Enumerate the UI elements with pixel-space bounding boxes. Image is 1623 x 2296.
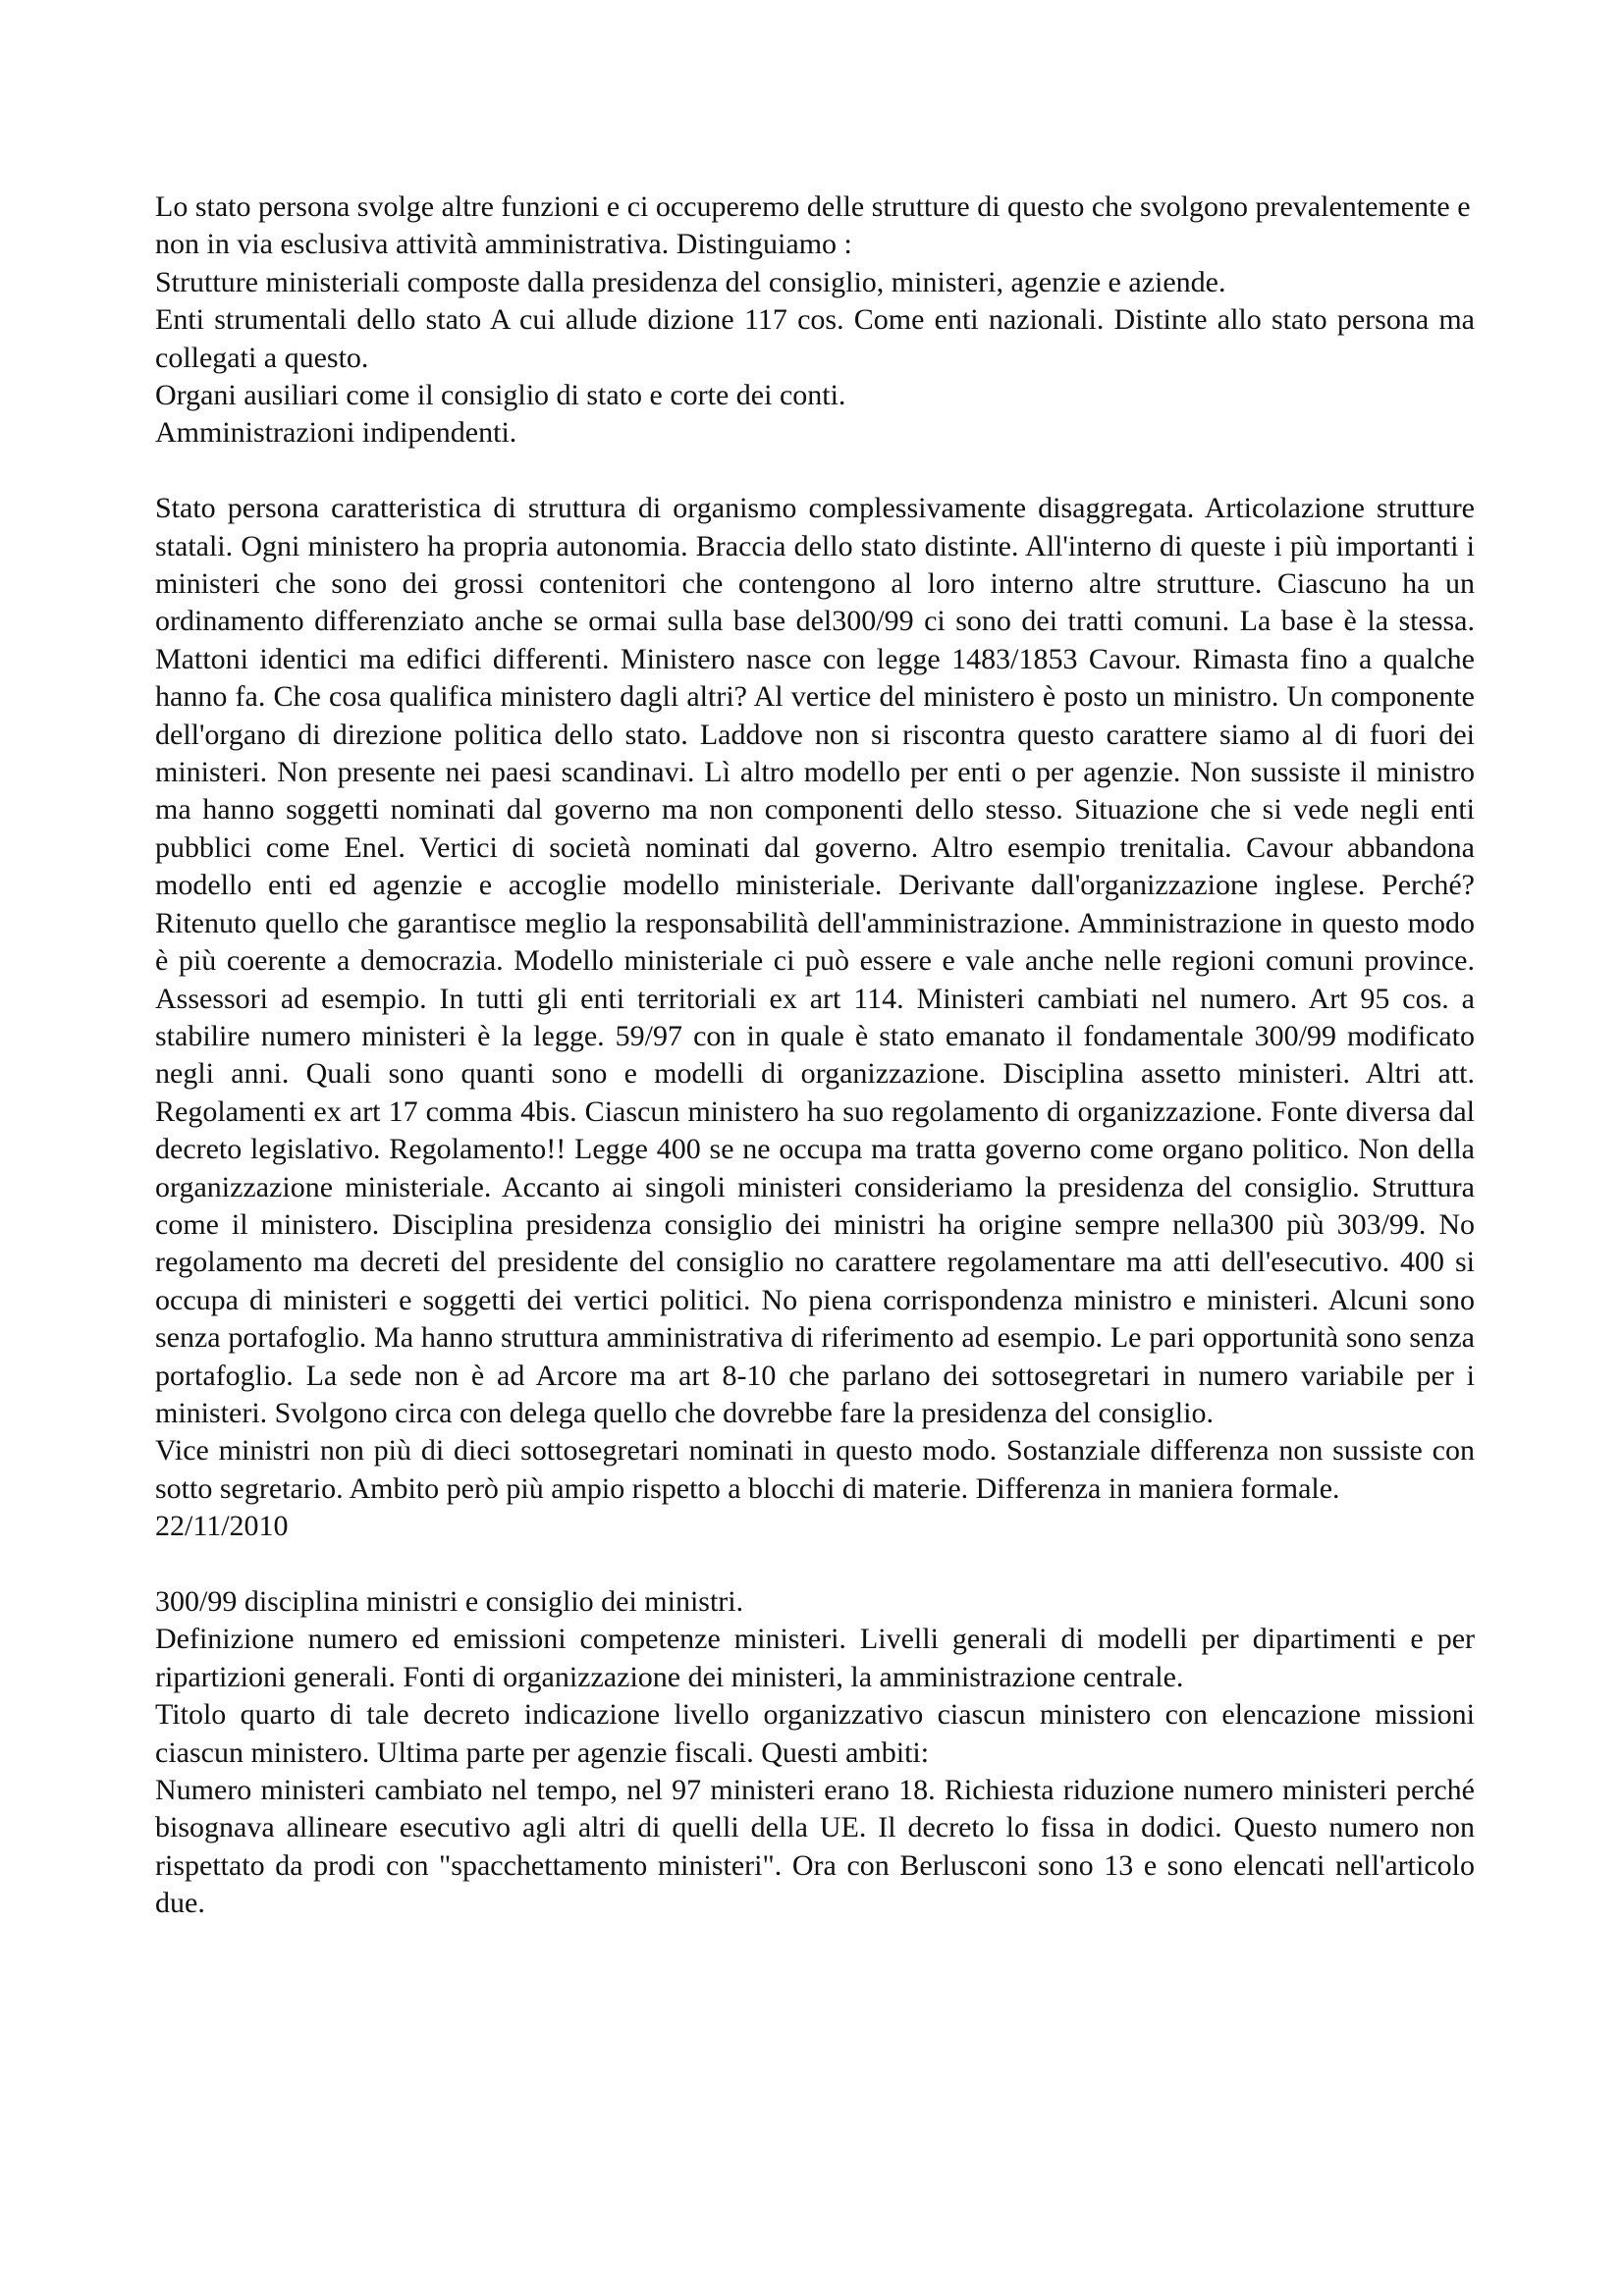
paragraph-amministrazioni-indipendenti: Amministrazioni indipendenti. <box>155 416 517 450</box>
paragraph-disciplina-ministri: 300/99 disciplina ministri e consiglio dei ministri. <box>155 1585 744 1618</box>
paragraph-organi-ausiliari: Organi ausiliari come il consiglio di stato e corte dei conti. <box>155 379 846 412</box>
paragraph-date: 22/11/2010 <box>155 1510 289 1543</box>
paragraph-enti-strumentali: Enti strumentali dello stato A cui allude dizione 117 cos. Come enti nazionali. Distinte allo stato persona ma collegati a questo. <box>155 303 1475 374</box>
paragraph-intro: Lo stato persona svolge altre funzioni e ci occuperemo delle strutture di questo che svolgono prevalentemente e non in via esclusiva attività amministrativa. Distinguiamo : <box>155 190 1471 261</box>
paragraph-definizione-numero: Definizione numero ed emissioni competenze ministeri. Livelli generali di modelli per dipartimenti e per ripartizioni generali. Fonti di organizzazione dei ministeri, la amministrazione centrale. <box>155 1623 1475 1693</box>
paragraph-spacer <box>155 453 1475 490</box>
document-page <box>155 188 1475 1923</box>
paragraph-numero-ministeri: Numero ministeri cambiato nel tempo, nel 97 ministeri erano 18. Richiesta riduzione numero ministeri perché bisognava allineare esecutivo agli altri di quelli della UE. Il decreto lo fissa in dodici. Questo numero non rispettato da prodi con "spacchettamento ministeri". Ora con Berlusconi sono 13 e sono elencati nell'articolo due. <box>155 1774 1475 1920</box>
paragraph-vice-ministri: Vice ministri non più di dieci sottosegretari nominati in questo modo. Sostanziale differenza non sussiste con sotto segretario. Ambito però più ampio rispetto a blocchi di materie. Differenza in maniera formale. <box>155 1434 1475 1505</box>
paragraph-strutture-ministeriali: Strutture ministeriali composte dalla presidenza del consiglio, ministeri, agenzie e aziende. <box>155 265 1226 298</box>
paragraph-titolo-quarto: Titolo quarto di tale decreto indicazione livello organizzativo ciascun ministero con elencazione missioni ciascun ministero. Ultima parte per agenzie fiscali. Questi ambiti: <box>155 1698 1475 1769</box>
paragraph-spacer <box>155 1546 1475 1583</box>
paragraph-stato-persona: Stato persona caratteristica di struttura di organismo complessivamente disaggregata. Articolazione strutture statali. Ogni ministero ha propria autonomia. Braccia dello stato distinte. All'interno di queste i più importanti i ministeri che sono dei grossi contenitori che contengono al loro interno altre strutture. Ciascuno ha un ordinamento differenziato anche se ormai sulla base del300/99 ci sono dei tratti comuni. La base è la stessa. Mattoni identici ma edifici differenti. Ministero nasce con legge 1483/1853 Cavour. Rimasta fino a qualche hanno fa. Che cosa qualifica ministero dagli altri? Al vertice del ministero è posto un ministro. Un componente dell'organo di direzione politica dello stato. Laddove non si riscontra questo carattere siamo al di fuori dei ministeri. Non presente nei paesi scandinavi. Lì altro modello per enti o per agenzie. Non sussiste il ministro ma hanno soggetti nominati dal governo ma non componenti dello stesso. Situazione che si vede negli enti pubblici come Enel. Vertici di società nominati dal governo. Altro esempio trenitalia. Cavour abbandona modello enti ed agenzie e accoglie modello ministeriale. Derivante dall'organizzazione inglese. Perché? Ritenuto quello che garantisce meglio la responsabilità dell'amministrazione. Amministrazione in questo modo è più coerente a democrazia. Modello ministeriale ci può essere e vale anche nelle regioni comuni province. Assessori ad esempio. In tutti gli enti territoriali ex art 114. Ministeri cambiati nel numero. Art 95 cos. a stabilire numero ministeri è la legge. 59/97 con in quale è stato emanato il fondamentale 300/99 modificato negli anni. Quali sono quanti sono e modelli di organizzazione. Disciplina assetto ministeri. Altri att. Regolamenti ex art 17 comma 4bis. Ciascun ministero ha suo regolamento di organizzazione. Fonte diversa dal decreto legislativo. Regolamento!! Legge 400 se ne occupa ma tratta governo come organo politico. Non della organizzazione ministeriale. Accanto ai singoli ministeri consideriamo la presidenza del consiglio. Struttura come il ministero. Disciplina presidenza consiglio dei ministri ha origine sempre nella300 più 303/99. No regolamento ma decreti del presidente del consiglio no carattere regolamentare ma atti dell'esecutivo. 400 si occupa di ministeri e soggetti dei vertici politici. No piena corrispondenza ministro e ministeri. Alcuni sono senza portafoglio. Ma hanno struttura amministrativa di riferimento ad esempio. Le pari opportunità sono senza portafoglio. La sede non è ad Arcore ma art 8-10 che parlano dei sottosegretari in numero variabile per i ministeri. Svolgono circa con delega quello che dovrebbe fare la presidenza del consiglio. <box>155 492 1475 1429</box>
